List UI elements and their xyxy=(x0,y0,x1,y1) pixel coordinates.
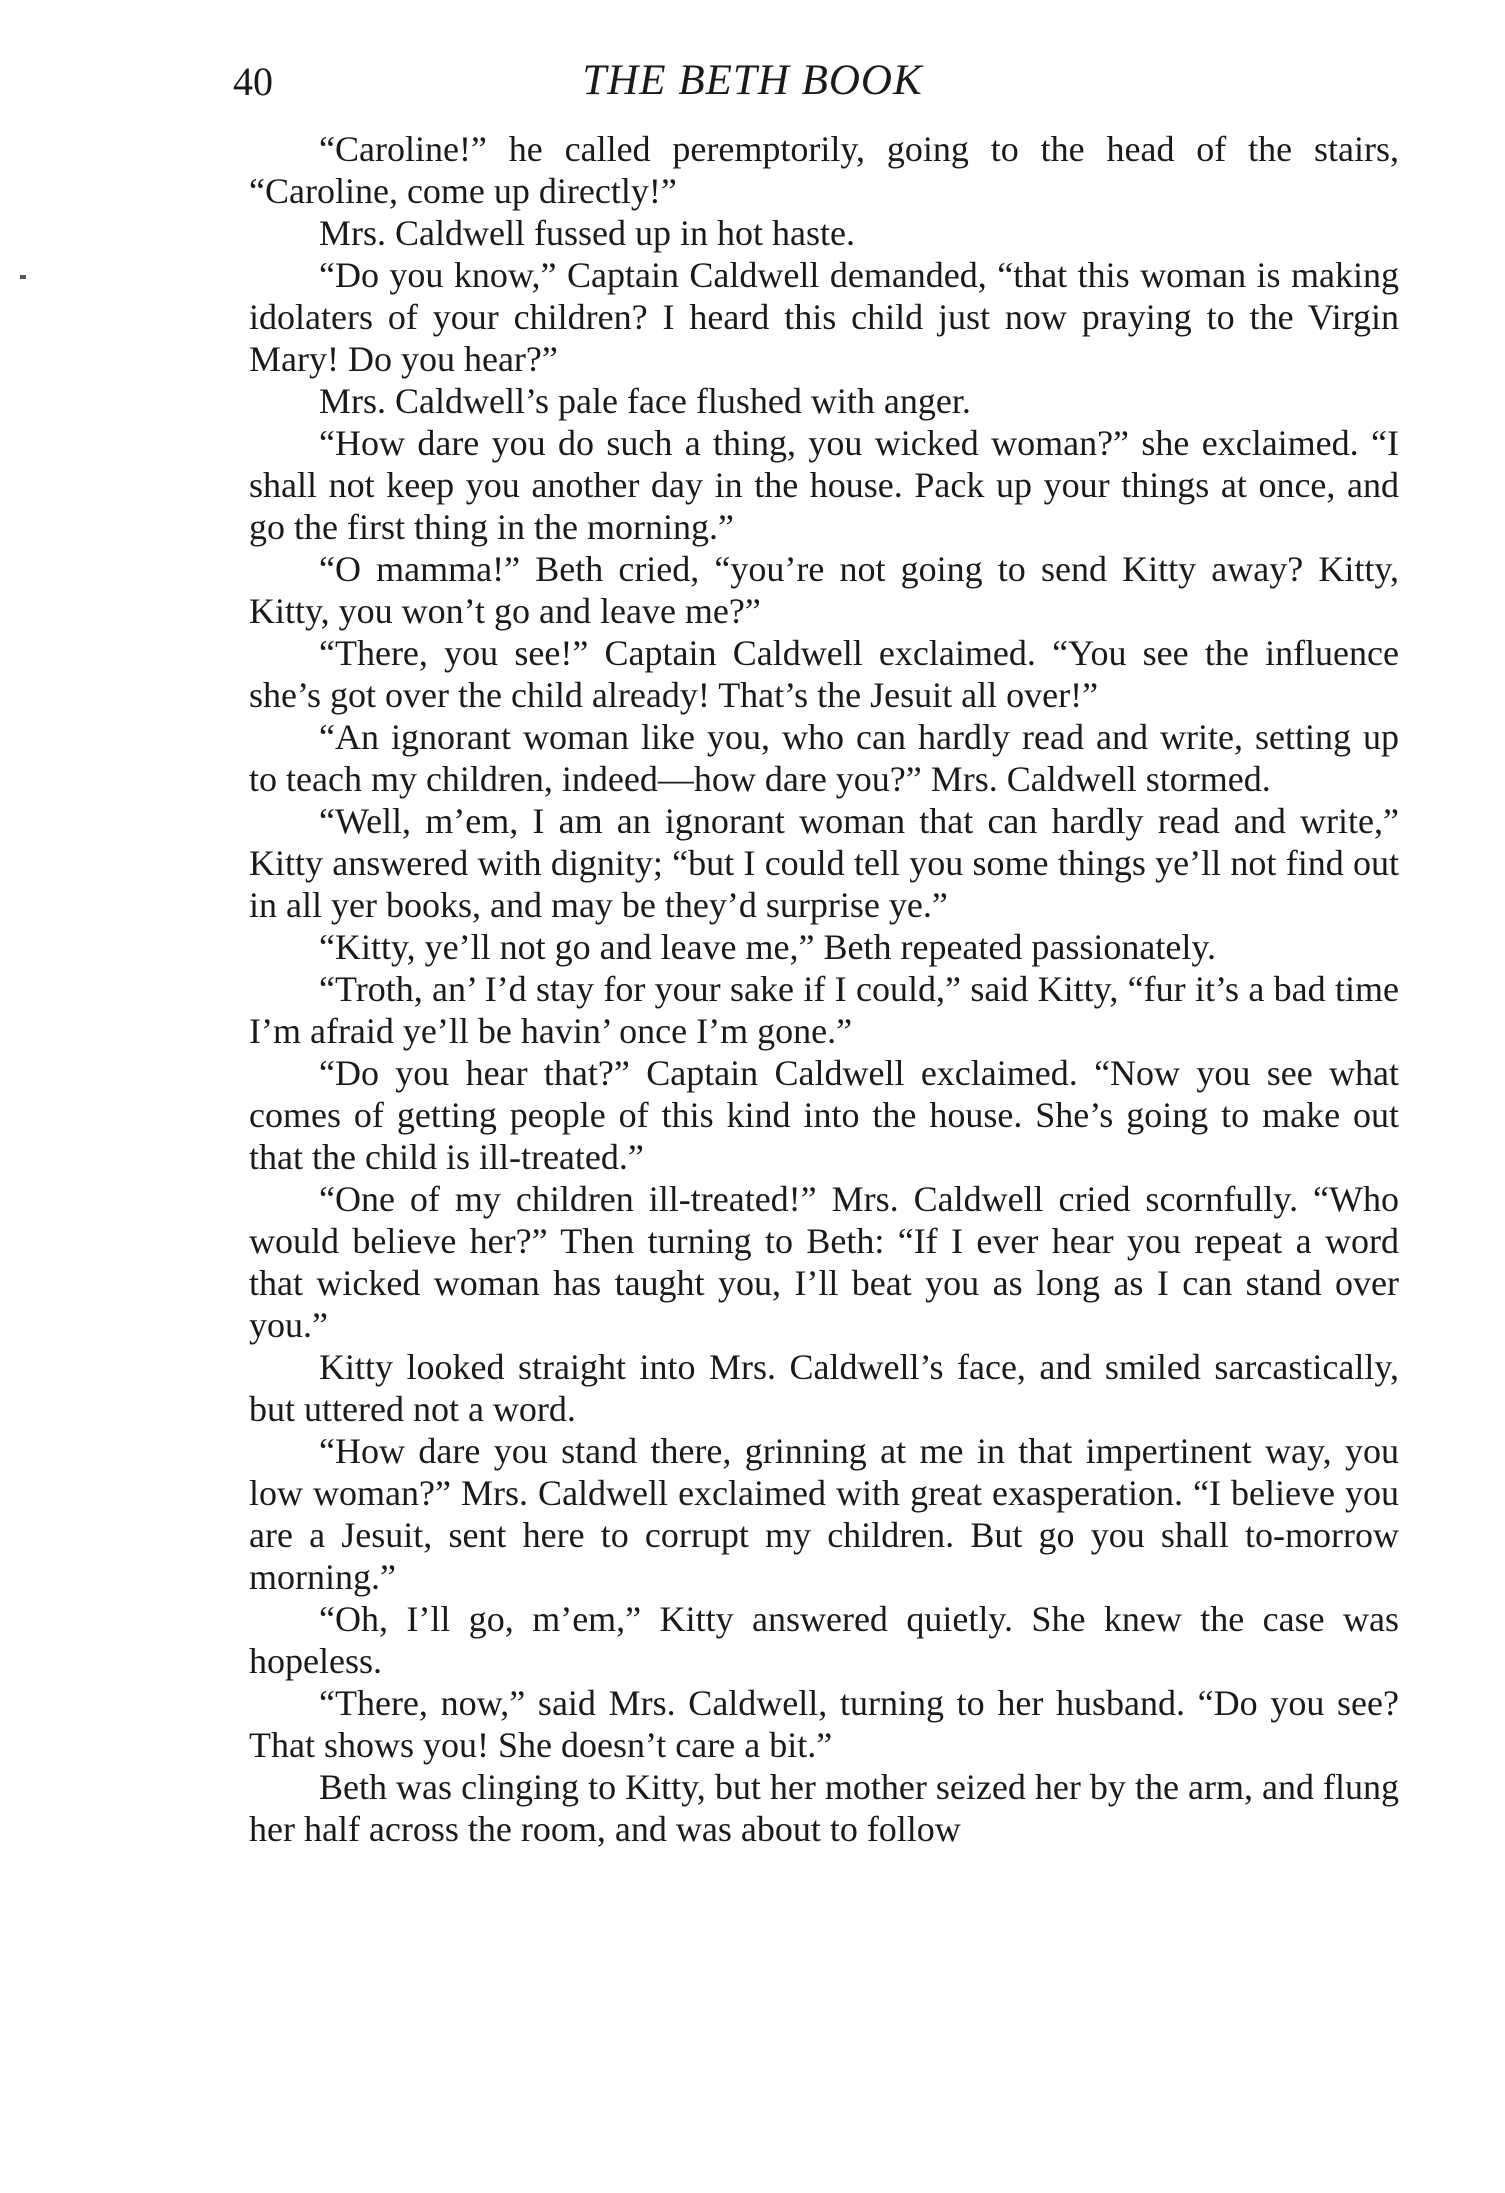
paragraph: Mrs. Caldwell’s pale face flushed with anger. xyxy=(319,381,971,421)
paragraph: “Do you hear that?” Captain Caldwell exclaimed. “Now you see what comes of getting people of this kind into the house. She’s going to make out that the child is ill-treated.” xyxy=(249,1053,1399,1177)
paragraph: “How dare you do such a thing, you wicked woman?” she exclaimed. “I shall not keep you another day in the house. Pack up your things at once, and go the first thing in the morning.” xyxy=(249,423,1399,547)
paragraph: “An ignorant woman like you, who can hardly read and write, setting up to teach my children, indeed—how dare you?” Mrs. Caldwell stormed. xyxy=(249,717,1399,799)
paragraph: Mrs. Caldwell fussed up in hot haste. xyxy=(319,213,855,253)
body-text xyxy=(249,128,1399,1850)
paragraph: “There, now,” said Mrs. Caldwell, turning to her husband. “Do you see? That shows you! She doesn’t care a bit.” xyxy=(249,1683,1399,1765)
paragraph: “Do you know,” Captain Caldwell demanded, “that this woman is making idolaters of your children? I heard this child just now praying to the Virgin Mary! Do you hear?” xyxy=(249,255,1399,379)
paragraph: “Caroline!” he called peremptorily, going to the head of the stairs, “Caroline, come up directly!” xyxy=(249,129,1399,211)
paragraph: “One of my children ill-treated!” Mrs. Caldwell cried scornfully. “Who would believe her?” Then turning to Beth: “If I ever hear you repeat a word that wicked woman has taught you, I’ll beat you as long as I can stand over you.” xyxy=(249,1179,1399,1345)
paragraph: “There, you see!” Captain Caldwell exclaimed. “You see the influence she’s got over the child already! That’s the Jesuit all over!” xyxy=(249,633,1399,715)
paragraph: Kitty looked straight into Mrs. Caldwell’s face, and smiled sarcastically, but uttered not a word. xyxy=(249,1347,1399,1429)
paragraph: “Kitty, ye’ll not go and leave me,” Beth repeated passionately. xyxy=(319,927,1217,967)
paragraph: “Troth, an’ I’d stay for your sake if I could,” said Kitty, “fur it’s a bad time I’m afraid ye’ll be havin’ once I’m gone.” xyxy=(249,969,1399,1051)
running-title: THE BETH BOOK xyxy=(582,57,923,104)
paragraph: “How dare you stand there, grinning at me in that impertinent way, you low woman?” Mrs. Caldwell exclaimed with great exasperation. “I believe you are a Jesuit, sent here to corrupt my children. But go you shall to-morrow morning.” xyxy=(249,1431,1399,1597)
paragraph: “Well, m’em, I am an ignorant woman that can hardly read and write,” Kitty answered with dignity; “but I could tell you some things ye’ll not find out in all yer books, and may be they’d surprise ye.” xyxy=(249,801,1399,925)
page-number: 40 xyxy=(233,59,273,104)
paragraph: “Oh, I’ll go, m’em,” Kitty answered quietly. She knew the case was hopeless. xyxy=(249,1599,1399,1681)
paragraph: Beth was clinging to Kitty, but her mother seized her by the arm, and flung her half across the room, and was about to follow xyxy=(249,1767,1399,1849)
paragraph: “O mamma!” Beth cried, “you’re not going to send Kitty away? Kitty, Kitty, you won’t go and leave me?” xyxy=(249,549,1399,631)
stray-ink-mark xyxy=(20,275,26,279)
